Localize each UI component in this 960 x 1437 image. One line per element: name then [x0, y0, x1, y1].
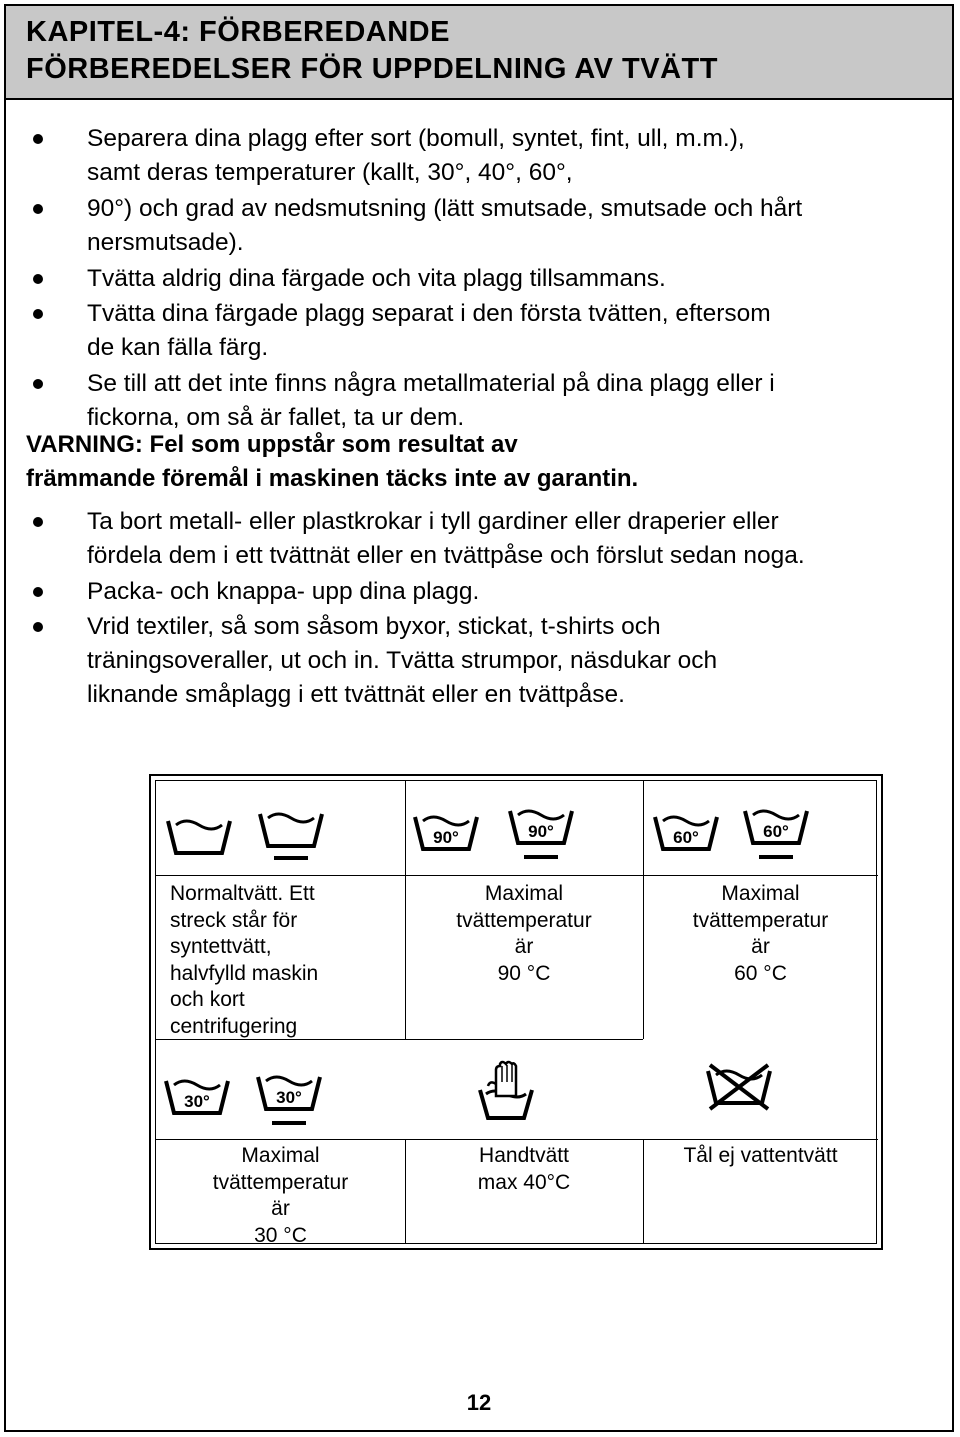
- max-30-text: [156, 1143, 405, 1249]
- cell-line: och kort: [170, 988, 245, 1011]
- list-item-text: Vrid textiler, så som såsom byxor, stickat, t-shirts och: [87, 613, 661, 640]
- wash-60-synthetic-icon: [741, 805, 811, 863]
- table-divider: [156, 1139, 878, 1140]
- list-item: [6, 575, 952, 611]
- bullet-icon: [33, 309, 43, 319]
- bullet-icon: [33, 379, 43, 389]
- list-item-text: liknande småplagg i ett tvättnät eller en tvättpåse.: [87, 681, 625, 708]
- do-not-wash-text: [643, 1143, 878, 1170]
- list-item: [6, 297, 952, 361]
- table-divider: [405, 875, 643, 876]
- list-item-text: Packa- och knappa- upp dina plagg.: [87, 578, 480, 605]
- table-divider: [405, 1039, 643, 1040]
- manual-page: [4, 4, 954, 1432]
- wash-60-label: 60°: [673, 828, 699, 847]
- list-item-text: Se till att det inte finns några metallmaterial på dina plagg eller i: [87, 370, 775, 397]
- cell-line: tvättemperatur: [212, 1170, 349, 1194]
- list-item: [6, 610, 952, 708]
- wash-30-label: 30°: [276, 1088, 302, 1107]
- cell-line: streck står för: [170, 908, 298, 932]
- wash-tub-icon: [164, 813, 234, 861]
- chapter-header: [6, 6, 952, 100]
- list-item-text: de kan fälla färg.: [87, 334, 269, 361]
- normal-wash-text: [170, 881, 400, 1040]
- cell-line: centrifugering: [170, 1014, 298, 1038]
- cell-line: 30 °C: [254, 1223, 307, 1247]
- cell-line: max 40°C: [477, 1170, 571, 1194]
- bullet-icon: [33, 204, 43, 214]
- wash-30-label: 30°: [184, 1092, 210, 1111]
- list-item: [6, 192, 952, 256]
- cell-line: Tål ej vattentvätt: [683, 1144, 838, 1167]
- cell-line: Normaltvätt. Ett: [170, 882, 315, 905]
- max-90-text: [405, 881, 643, 987]
- list-item: [6, 122, 952, 186]
- list-item-text: Tvätta aldrig dina färgade och vita plagg tillsammans.: [87, 265, 666, 292]
- cell-line: tvättemperatur: [456, 908, 592, 932]
- hand-wash-text: [405, 1143, 643, 1196]
- list-item-text: träningsoveraller, ut och in. Tvätta strumpor, näsdukar och: [87, 647, 718, 674]
- list-item-text: samt deras temperaturer (kallt, 30°, 40°, 60°,: [87, 159, 573, 186]
- cell-line: är: [514, 935, 534, 958]
- list-item-text: Separera dina plagg efter sort (bomull, syntet, fint, ull, m.m.),: [87, 125, 745, 152]
- warning-line-2: främmande föremål i maskinen täcks inte av garantin.: [26, 465, 639, 492]
- wash-90-label: 90°: [433, 828, 459, 847]
- wash-30-icon: [162, 1073, 232, 1121]
- list-item: [6, 262, 952, 298]
- list-item-text: nersmutsade).: [87, 229, 244, 256]
- cell-line: halvfylld maskin: [170, 961, 319, 985]
- bullet-icon: [33, 587, 43, 597]
- cell-line: tvättemperatur: [692, 908, 829, 932]
- cell-line: Maximal: [241, 1144, 320, 1167]
- cell-line: 60 °C: [734, 961, 787, 985]
- cell-line: syntettvätt,: [170, 935, 272, 958]
- wash-90-synthetic-icon: [506, 805, 576, 863]
- wash-60-icon: [651, 809, 721, 857]
- list-item: [6, 367, 952, 431]
- page-number: 12: [466, 1390, 492, 1415]
- chapter-title-line-1: KAPITEL-4: FÖRBEREDANDE: [26, 16, 450, 48]
- table-divider: [643, 875, 878, 876]
- list-item-text: Ta bort metall- eller plastkrokar i tyll gardiner eller draperier eller: [87, 508, 779, 535]
- list-item-text: fördela dem i ett tvättnät eller en tvättpåse och förslut sedan noga.: [87, 542, 805, 569]
- wash-tub-synthetic-icon: [256, 808, 326, 864]
- cell-line: 90 °C: [497, 961, 551, 985]
- cell-line: Handtvätt: [479, 1144, 569, 1167]
- wash-30-synthetic-icon: [254, 1071, 324, 1129]
- cell-line: är: [271, 1197, 290, 1220]
- bullet-icon: [33, 622, 43, 632]
- bullet-icon: [33, 274, 43, 284]
- bullet-icon: [33, 134, 43, 144]
- wash-90-label: 90°: [528, 822, 554, 841]
- list-item-text: Tvätta dina färgade plagg separat i den första tvätten, eftersom: [87, 300, 771, 327]
- chapter-title-line-2: FÖRBEREDELSER FÖR UPPDELNING AV TVÄTT: [26, 53, 718, 85]
- wash-90-icon: [411, 809, 481, 857]
- list-item-text: 90°) och grad av nedsmutsning (lätt smutsade, smutsade och hårt: [87, 195, 803, 222]
- warning-line-1: VARNING: Fel som uppstår som resultat av: [26, 431, 518, 458]
- hand-wash-icon: [476, 1056, 536, 1124]
- wash-60-label: 60°: [763, 822, 789, 841]
- do-not-wash-icon: [704, 1063, 774, 1111]
- table-divider: [156, 875, 405, 876]
- list-item: [6, 505, 952, 569]
- care-symbol-table: [149, 774, 883, 1250]
- cell-line: är: [751, 935, 770, 958]
- cell-line: Maximal: [721, 882, 800, 905]
- list-item-text: fickorna, om så är fallet, ta ur dem.: [87, 404, 465, 431]
- care-symbol-table-inner: [155, 780, 877, 1247]
- bullet-icon: [33, 517, 43, 527]
- cell-line: Maximal: [484, 882, 564, 905]
- max-60-text: [643, 881, 878, 987]
